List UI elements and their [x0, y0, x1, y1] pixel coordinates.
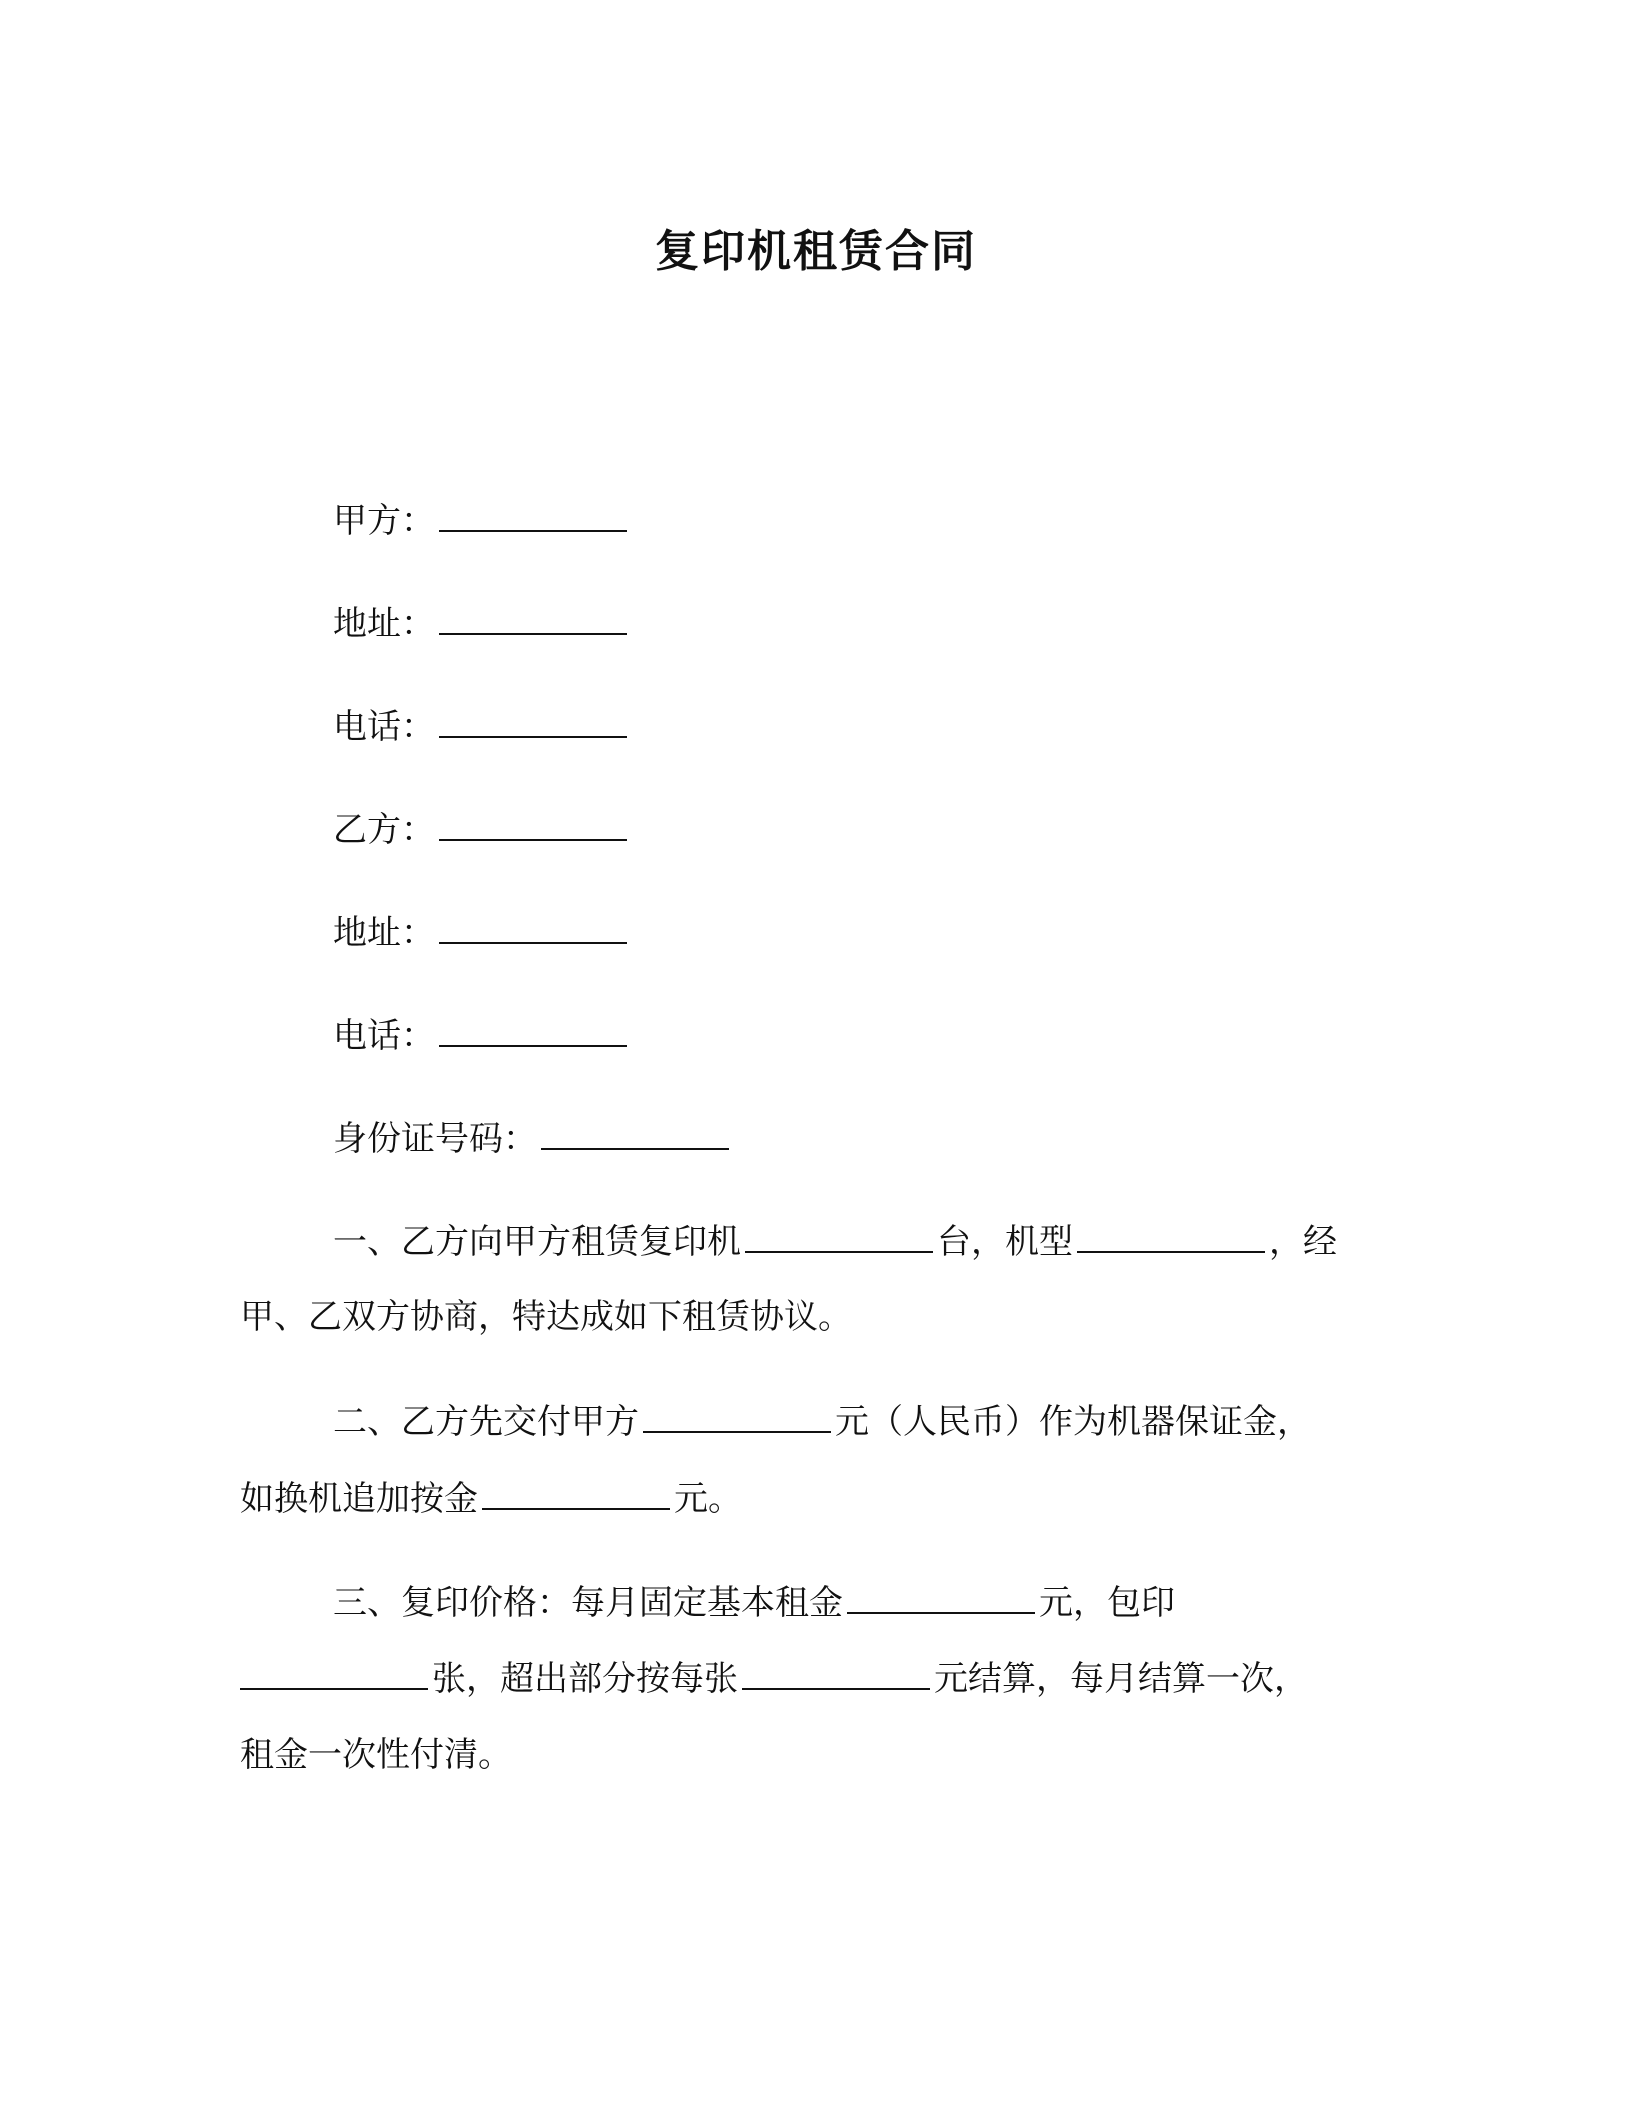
clause-text: 元（人民币）作为机器保证金， — [835, 1402, 1311, 1442]
fill-blank[interactable] — [482, 1474, 670, 1510]
party-a-name-field — [333, 496, 631, 545]
clause-text: 张，超出部分按每张 — [432, 1659, 738, 1699]
fill-blank[interactable] — [541, 1114, 729, 1150]
clause-3-line-2 — [240, 1654, 1308, 1703]
clause-text: 如换机追加按金 — [240, 1479, 478, 1519]
clause-text: 元结算，每月结算一次， — [934, 1659, 1308, 1699]
clause-3-line-1 — [333, 1578, 1175, 1627]
party-a-phone-field — [333, 702, 631, 751]
clause-text: 台，机型 — [937, 1222, 1073, 1262]
clause-text: 甲、乙双方协商，特达成如下租赁协议。 — [240, 1297, 852, 1337]
clause-text: 一、乙方向甲方租赁复印机 — [333, 1222, 741, 1262]
clause-text: 二、乙方先交付甲方 — [333, 1402, 639, 1442]
clause-text: 元。 — [674, 1479, 742, 1519]
field-label: 电话： — [333, 707, 435, 747]
id-number-field — [333, 1114, 733, 1163]
fill-blank[interactable] — [742, 1654, 930, 1690]
clause-text: 三、复印价格：每月固定基本租金 — [333, 1583, 843, 1623]
field-label: 乙方： — [333, 810, 435, 850]
fill-blank[interactable] — [439, 1011, 627, 1047]
clause-text: 租金一次性付清。 — [240, 1735, 512, 1775]
fill-blank[interactable] — [439, 805, 627, 841]
fill-blank[interactable] — [439, 702, 627, 738]
fill-blank[interactable] — [1077, 1217, 1265, 1253]
clause-1-line-2 — [240, 1293, 852, 1341]
fill-blank[interactable] — [439, 908, 627, 944]
document-title: 复印机租赁合同 — [655, 226, 977, 277]
field-label: 电话： — [333, 1016, 435, 1056]
fill-blank[interactable] — [847, 1578, 1035, 1614]
fill-blank[interactable] — [439, 599, 627, 635]
party-b-address-field — [333, 908, 631, 957]
party-a-address-field — [333, 599, 631, 648]
field-label: 甲方： — [333, 501, 435, 541]
clause-2-line-2 — [240, 1474, 742, 1523]
clause-1-line-1 — [333, 1217, 1337, 1266]
party-b-phone-field — [333, 1011, 631, 1060]
field-label: 地址： — [333, 604, 435, 644]
field-label: 地址： — [333, 913, 435, 953]
fill-blank[interactable] — [643, 1397, 831, 1433]
clause-text: ，经 — [1269, 1222, 1337, 1262]
clause-3-line-3 — [240, 1731, 512, 1779]
field-label: 身份证号码： — [333, 1119, 537, 1159]
party-b-name-field — [333, 805, 631, 854]
fill-blank[interactable] — [240, 1654, 428, 1690]
clause-2-line-1 — [333, 1397, 1311, 1446]
clause-text: 元，包印 — [1039, 1583, 1175, 1623]
fill-blank[interactable] — [439, 496, 627, 532]
fill-blank[interactable] — [745, 1217, 933, 1253]
